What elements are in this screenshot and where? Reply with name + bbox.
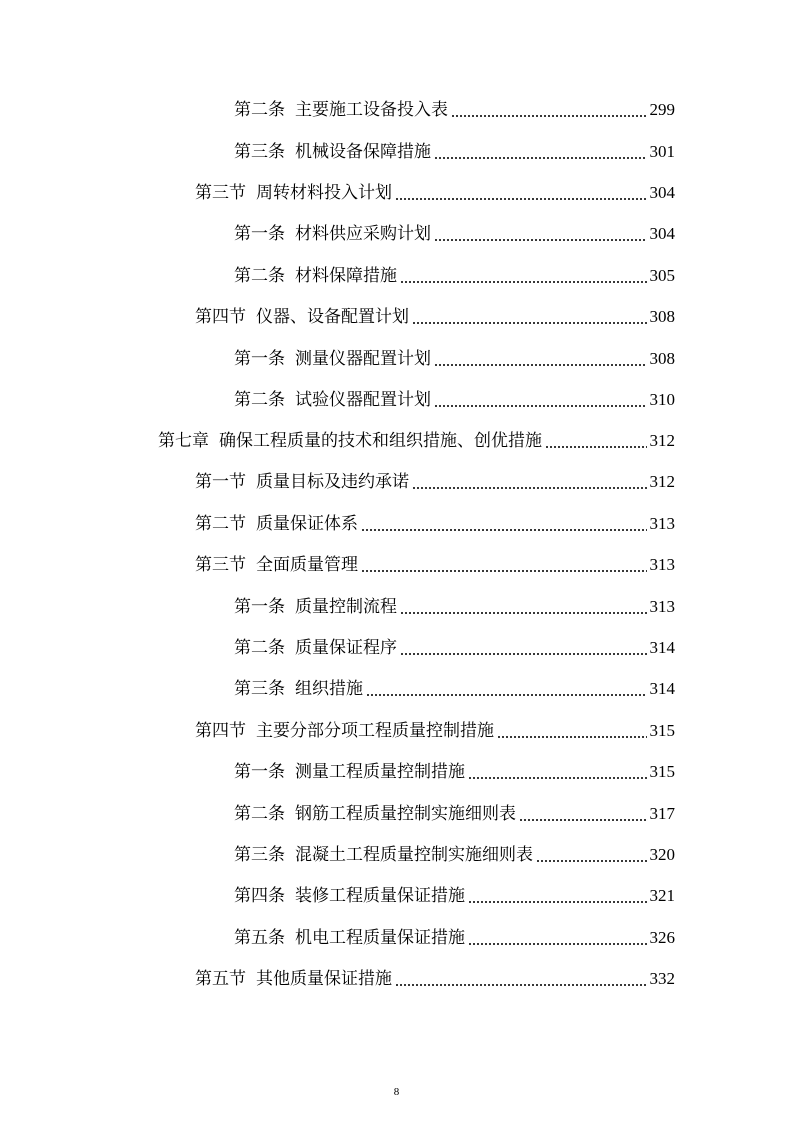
entry-label: 第二节 — [195, 514, 246, 534]
entry-title: 其他质量保证措施 — [256, 969, 392, 989]
entry-title: 质量保证程序 — [295, 638, 397, 658]
dot-leader — [545, 431, 647, 451]
entry-title: 混凝土工程质量控制实施细则表 — [295, 845, 533, 865]
entry-label: 第四节 — [195, 721, 246, 741]
toc-entry[interactable] — [234, 758, 675, 786]
toc-entry[interactable] — [195, 179, 675, 207]
toc-entry[interactable] — [234, 634, 675, 662]
entry-label: 第四节 — [195, 307, 246, 327]
dot-leader — [434, 390, 647, 410]
entry-label: 第五条 — [234, 928, 285, 948]
toc-entry[interactable] — [234, 220, 675, 248]
dot-leader — [400, 638, 647, 658]
entry-page-number: 305 — [649, 266, 675, 285]
entry-page-number: 314 — [649, 679, 675, 698]
dot-leader — [412, 472, 647, 492]
entry-page-number: 313 — [649, 555, 675, 574]
toc-entry[interactable] — [234, 593, 675, 621]
entry-label: 第一条 — [234, 762, 285, 782]
dot-leader — [361, 555, 647, 575]
toc-entry[interactable] — [195, 468, 675, 496]
entry-page-number: 326 — [649, 928, 675, 947]
dot-leader — [434, 349, 647, 369]
dot-leader — [400, 597, 647, 617]
entry-page-number: 313 — [649, 514, 675, 533]
entry-page-number: 312 — [649, 431, 675, 450]
entry-label: 第一节 — [195, 472, 246, 492]
dot-leader — [451, 100, 647, 120]
dot-leader — [412, 307, 647, 327]
entry-page-number: 313 — [649, 597, 675, 616]
toc-entry[interactable] — [234, 675, 675, 703]
toc-entry[interactable] — [234, 882, 675, 910]
entry-label: 第二条 — [234, 390, 285, 410]
toc-entry[interactable] — [195, 510, 675, 538]
entry-label: 第三条 — [234, 142, 285, 162]
entry-page-number: 321 — [649, 886, 675, 905]
dot-leader — [400, 266, 647, 286]
entry-label: 第一条 — [234, 597, 285, 617]
entry-label: 第二条 — [234, 804, 285, 824]
entry-page-number: 299 — [649, 100, 675, 119]
entry-title: 材料供应采购计划 — [295, 224, 431, 244]
entry-title: 材料保障措施 — [295, 266, 397, 286]
toc-entry[interactable] — [234, 138, 675, 166]
entry-label: 第一条 — [234, 224, 285, 244]
entry-label: 第七章 — [158, 431, 209, 451]
dot-leader — [497, 721, 647, 741]
entry-page-number: 320 — [649, 845, 675, 864]
entry-title: 确保工程质量的技术和组织措施、创优措施 — [219, 431, 542, 451]
entry-label: 第二条 — [234, 266, 285, 286]
entry-title: 周转材料投入计划 — [256, 183, 392, 203]
entry-title: 机械设备保障措施 — [295, 142, 431, 162]
dot-leader — [395, 183, 647, 203]
footer-page-number: 8 — [393, 1086, 400, 1098]
dot-leader — [468, 762, 647, 782]
dot-leader — [434, 142, 647, 162]
entry-title: 主要分部分项工程质量控制措施 — [256, 721, 494, 741]
entry-page-number: 304 — [649, 224, 675, 243]
toc-entry[interactable] — [158, 427, 675, 455]
toc-entry[interactable] — [195, 551, 675, 579]
entry-title: 钢筋工程质量控制实施细则表 — [295, 804, 516, 824]
entry-label: 第五节 — [195, 969, 246, 989]
entry-page-number: 314 — [649, 638, 675, 657]
entry-title: 质量控制流程 — [295, 597, 397, 617]
entry-label: 第四条 — [234, 886, 285, 906]
entry-page-number: 310 — [649, 390, 675, 409]
entry-label: 第二条 — [234, 638, 285, 658]
entry-label: 第三节 — [195, 555, 246, 575]
entry-title: 仪器、设备配置计划 — [256, 307, 409, 327]
entry-label: 第一条 — [234, 349, 285, 369]
entry-title: 质量目标及违约承诺 — [256, 472, 409, 492]
entry-page-number: 308 — [649, 307, 675, 326]
toc-entry[interactable] — [195, 965, 675, 993]
entry-title: 测量工程质量控制措施 — [295, 762, 465, 782]
dot-leader — [395, 969, 647, 989]
entry-label: 第二条 — [234, 100, 285, 120]
entry-page-number: 301 — [649, 142, 675, 161]
dot-leader — [519, 804, 647, 824]
entry-page-number: 308 — [649, 349, 675, 368]
entry-title: 组织措施 — [295, 679, 363, 699]
entry-label: 第三条 — [234, 845, 285, 865]
toc-entry[interactable] — [195, 303, 675, 331]
entry-label: 第三条 — [234, 679, 285, 699]
entry-page-number: 312 — [649, 472, 675, 491]
entry-page-number: 317 — [649, 804, 675, 823]
toc-entry[interactable] — [234, 96, 675, 124]
toc-entry[interactable] — [234, 386, 675, 414]
entry-title: 质量保证体系 — [256, 514, 358, 534]
dot-leader — [361, 514, 647, 534]
toc-entry[interactable] — [195, 717, 675, 745]
entry-title: 主要施工设备投入表 — [295, 100, 448, 120]
entry-page-number: 304 — [649, 183, 675, 202]
toc-entry[interactable] — [234, 924, 675, 952]
toc-entry[interactable] — [234, 800, 675, 828]
entry-page-number: 315 — [649, 721, 675, 740]
toc-entry[interactable] — [234, 841, 675, 869]
dot-leader — [434, 224, 647, 244]
entry-page-number: 332 — [649, 969, 675, 988]
toc-entry[interactable] — [234, 262, 675, 290]
dot-leader — [536, 845, 647, 865]
entry-title: 装修工程质量保证措施 — [295, 886, 465, 906]
dot-leader — [468, 928, 647, 948]
entry-label: 第三节 — [195, 183, 246, 203]
entry-page-number: 315 — [649, 762, 675, 781]
entry-title: 测量仪器配置计划 — [295, 349, 431, 369]
toc-entry[interactable] — [234, 345, 675, 373]
entry-title: 全面质量管理 — [256, 555, 358, 575]
entry-title: 机电工程质量保证措施 — [295, 928, 465, 948]
entry-title: 试验仪器配置计划 — [295, 390, 431, 410]
dot-leader — [468, 886, 647, 906]
dot-leader — [366, 679, 647, 699]
